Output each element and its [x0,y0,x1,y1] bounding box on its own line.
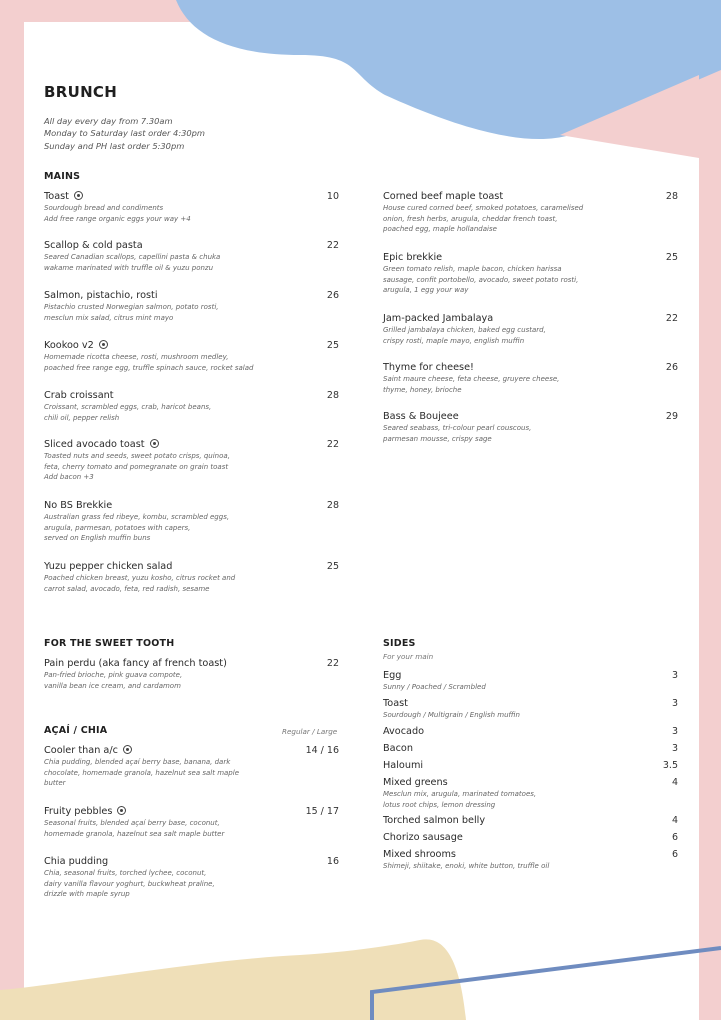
item-description: chocolate, homemade granola, hazelnut sea salt maple [44,768,239,777]
item-description: drizzle with maple syrup [44,890,130,899]
item-price: 28 [665,191,678,202]
item-price: 22 [326,439,339,450]
item-price: 28 [326,390,339,401]
item-price: 15 / 17 [305,806,339,817]
item-description: Green tomato relish, maple bacon, chicken harissa [383,265,562,273]
hours-line: Sunday and PH last order 5:30pm [44,140,185,151]
item-description: Toasted nuts and seeds, sweet potato crisps, quinoa, [44,452,230,460]
item-price: 3 [671,726,678,737]
item-price: 16 [326,856,339,867]
item-description: Sunny / Poached / Scrambled [383,683,486,691]
item-name [383,252,678,264]
item-price: 29 [665,411,678,422]
item-description: Seared seabass, tri-colour pearl couscous, [383,424,532,432]
menu-item [383,252,678,296]
item-name [44,806,339,818]
item-name [44,658,339,670]
item-description: Seared Canadian scallops, capellini pasta & chuka [44,253,221,261]
item-name [383,760,678,772]
menu-item [44,290,339,323]
item-price: 3 [671,670,678,681]
item-price: 3.5 [662,760,678,771]
menu-item [383,760,678,772]
item-price: 10 [326,191,339,202]
item-description: vanilla bean ice cream, and cardamom [44,681,181,690]
item-price: 25 [326,340,339,351]
item-name-text: Yuzu pepper chicken salad [44,561,173,572]
item-description: chili oil, pepper relish [44,413,120,422]
menu-item [383,362,678,395]
item-description: Australian grass fed ribeye, kombu, scrambled eggs, [44,513,230,521]
vegetarian-icon [99,340,108,349]
menu-item [44,240,339,273]
item-description: Grilled jambalaya chicken, baked egg custard, [383,326,546,334]
sides-subtitle: For your main [383,652,434,661]
item-name-text: Mixed greens [383,777,448,788]
item-description: feta, cherry tomato and pomegranate on grain toast [44,462,229,471]
item-description: Sourdough bread and condiments [44,204,164,212]
item-description: Add bacon +3 [44,473,94,482]
item-description: poached free range egg, truffle spinach sauce, rocket salad [44,363,254,372]
item-price: 26 [326,290,339,301]
menu-item [383,670,678,693]
item-price: 28 [326,500,339,511]
menu-item [44,390,339,423]
item-name [44,290,339,302]
item-description: onion, fresh herbs, arugula, cheddar french toast, [383,214,558,223]
opening-hours [44,115,205,152]
item-description: mesclun mix salad, citrus mint mayo [44,313,174,322]
menu-item [44,500,339,544]
item-name [383,313,678,325]
item-description: Croissant, scrambled eggs, crab, haricot beans, [44,403,212,411]
item-description: Chia, seasonal fruits, torched lychee, coconut, [44,869,207,877]
item-description: Pan-fried brioche, pink guava compote, [44,671,183,679]
item-name [383,832,678,844]
item-name [44,340,339,352]
menu-item [383,726,678,738]
item-name [44,745,339,757]
item-description: parmesan mousse, crispy sage [383,434,492,443]
item-name-text: Kookoo v2 [44,340,94,351]
item-name [44,561,339,573]
item-name [383,698,678,710]
item-name [44,856,339,868]
item-price: 22 [665,313,678,324]
item-description: crispy rosti, maple mayo, english muffin [383,336,525,345]
item-name-text: Crab croissant [44,390,114,401]
vegetarian-icon [117,806,126,815]
item-description: thyme, honey, brioche [383,385,462,394]
menu-item [44,806,339,839]
item-name [383,726,678,738]
item-price: 3 [671,743,678,754]
item-name [383,411,678,423]
item-description: Shimeji, shiitake, enoki, white button, truffle oil [383,862,550,870]
item-description: House cured corned beef, smoked potatoes, caramelised [383,204,584,212]
vegetarian-icon [74,191,83,200]
item-price: 22 [326,658,339,669]
menu-item [44,340,339,373]
item-description: Add free range organic eggs your way +4 [44,214,191,223]
item-price: 26 [665,362,678,373]
item-price: 4 [671,777,678,788]
hours-line: All day every day from 7.30am [44,116,173,126]
item-name-text: Epic brekkie [383,252,443,263]
menu-item [383,849,678,872]
item-name-text: Chorizo sausage [383,832,463,843]
hours-line: Monday to Saturday last order 4:30pm [44,128,206,139]
mains-heading: MAINS [44,171,81,182]
item-name-text: Toast [383,698,408,709]
item-name-text: Scallop & cold pasta [44,240,143,251]
item-price: 6 [671,849,678,860]
item-name [383,815,678,827]
item-name-text: Toast [44,191,69,202]
item-name [383,670,678,682]
sweet-heading: FOR THE SWEET TOOTH [44,638,175,649]
item-description: arugula, 1 egg your way [383,286,469,295]
menu-item [44,561,339,594]
item-description: Saint maure cheese, feta cheese, gruyere cheese, [383,375,560,383]
item-price: 3 [671,698,678,709]
acai-heading: AÇAÍ / CHIA [44,725,108,736]
item-description: Mesclun mix, arugula, marinated tomatoes, [383,790,537,798]
item-description: Chia pudding, blended açaí berry base, banana, dark [44,758,231,766]
item-name-text: Jam-packed Jambalaya [383,313,494,324]
item-name-text: Sliced avocado toast [44,439,145,450]
vegetarian-icon [150,439,159,448]
item-description: Seasonal fruits, blended açaí berry base, coconut, [44,819,220,827]
item-name [383,777,678,789]
item-description: Pistachio crusted Norwegian salmon, potato rosti, [44,303,219,311]
item-name [383,849,678,861]
item-description: dairy vanilla flavour yoghurt, buckwheat praline, [44,879,215,888]
item-description: carrot salad, avocado, feta, red radish, sesame [44,584,210,593]
item-name-text: Bass & Boujeee [383,411,459,422]
item-name-text: Cooler than a/c [44,745,118,756]
item-price: 6 [671,832,678,843]
menu-item [383,698,678,721]
item-description: served on English muffin buns [44,534,151,543]
item-name [383,362,678,374]
item-name [44,240,339,252]
sides-heading: SIDES [383,638,416,649]
item-name-text: Corned beef maple toast [383,191,504,202]
item-name-text: Pain perdu (aka fancy af french toast) [44,658,227,669]
menu-item [383,777,678,810]
size-label: Regular / Large [282,727,338,736]
item-description: sausage, confit portobello, avocado, sweet potato rosti, [383,275,579,284]
menu-item [44,658,339,691]
menu-item [44,439,339,483]
menu-item [44,856,339,900]
item-name-text: Thyme for cheese! [383,362,474,373]
item-description: Homemade ricotta cheese, rosti, mushroom medley, [44,353,229,361]
item-name-text: Haloumi [383,760,424,771]
item-name-text: Bacon [383,743,413,754]
item-price: 22 [326,240,339,251]
item-description: butter [44,779,66,788]
item-name-text: Torched salmon belly [383,815,486,826]
item-name [383,191,678,203]
item-name-text: Avocado [383,726,425,737]
item-description: homemade granola, hazelnut sea salt maple butter [44,829,225,838]
menu-title: BRUNCH [44,83,118,101]
menu-item [44,191,339,224]
item-name [44,500,339,512]
item-name-text: Mixed shrooms [383,849,456,860]
item-description: Poached chicken breast, yuzu kosho, citrus rocket and [44,574,236,582]
item-description: lotus root chips, lemon dressing [383,800,496,809]
item-name-text: Salmon, pistachio, rosti [44,290,158,301]
item-price: 25 [326,561,339,572]
menu-item [383,313,678,346]
menu-item [383,743,678,755]
item-name [44,191,339,203]
item-description: arugula, parmesan, potatoes with capers, [44,523,191,532]
item-description: wakame marinated with truffle oil & yuzu ponzu [44,263,214,272]
menu-item [44,745,339,789]
item-description: Sourdough / Multigrain / English muffin [383,711,520,719]
vegetarian-icon [123,745,132,754]
item-price: 14 / 16 [305,745,339,756]
item-name [383,743,678,755]
item-name [44,439,339,451]
item-description: poached egg, maple hollandaise [383,225,497,234]
item-name-text: Chia pudding [44,856,109,867]
item-price: 4 [671,815,678,826]
menu-item [383,191,678,235]
item-name [44,390,339,402]
menu-item [383,411,678,444]
item-price: 25 [665,252,678,263]
item-name-text: No BS Brekkie [44,500,113,511]
item-name-text: Egg [383,670,402,681]
item-name-text: Fruity pebbles [44,806,113,817]
menu-item [383,832,678,844]
menu-item [383,815,678,827]
